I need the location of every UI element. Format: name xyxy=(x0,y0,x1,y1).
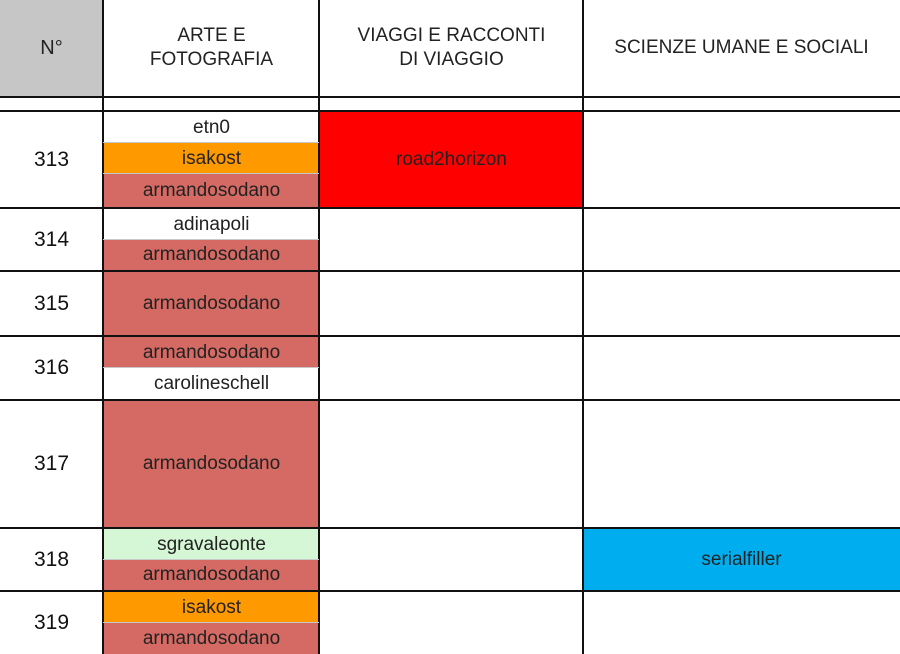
header-divider xyxy=(0,96,900,98)
empty-cell[interactable] xyxy=(320,401,583,527)
empty-cell[interactable] xyxy=(320,272,583,335)
row-number[interactable]: 315 xyxy=(0,272,103,335)
header-viaggi[interactable]: VIAGGI E RACCONTI DI VIAGGIO xyxy=(357,25,546,70)
user-cell[interactable]: road2horizon xyxy=(320,112,583,207)
empty-cell[interactable] xyxy=(583,592,900,654)
user-cell[interactable]: serialfiller xyxy=(583,529,900,590)
empty-cell[interactable] xyxy=(583,401,900,527)
empty-cell[interactable] xyxy=(583,209,900,270)
empty-cell[interactable] xyxy=(320,337,583,399)
empty-cell[interactable] xyxy=(320,529,583,590)
empty-cell[interactable] xyxy=(583,112,900,207)
column-divider xyxy=(582,0,584,654)
row-divider xyxy=(0,335,900,337)
empty-cell[interactable] xyxy=(583,337,900,399)
row-divider xyxy=(0,207,900,209)
user-cell[interactable]: adinapoli xyxy=(103,209,320,240)
row-divider xyxy=(0,399,900,401)
cell-divider xyxy=(103,173,319,174)
header-divider xyxy=(0,110,900,112)
cell-divider xyxy=(103,142,319,143)
empty-cell[interactable] xyxy=(320,209,583,270)
user-cell[interactable]: armandosodano xyxy=(103,174,320,207)
cell-divider xyxy=(103,367,319,368)
user-cell[interactable]: sgravaleonte xyxy=(103,529,320,560)
row-number[interactable]: 319 xyxy=(0,592,103,654)
empty-cell[interactable] xyxy=(583,272,900,335)
row-number[interactable]: 318 xyxy=(0,529,103,590)
row-divider xyxy=(0,270,900,272)
user-cell[interactable]: armandosodano xyxy=(103,240,320,270)
row-number[interactable]: 313 xyxy=(0,112,103,207)
cell-divider xyxy=(103,559,319,560)
user-cell[interactable]: etn0 xyxy=(103,112,320,143)
row-divider xyxy=(0,527,900,529)
row-number[interactable]: 314 xyxy=(0,209,103,270)
user-cell[interactable]: armandosodano xyxy=(103,337,320,368)
header-number[interactable]: N° xyxy=(0,0,103,96)
user-cell[interactable]: armandosodano xyxy=(103,401,320,527)
user-cell[interactable]: isakost xyxy=(103,143,320,174)
row-number[interactable]: 316 xyxy=(0,337,103,399)
empty-cell[interactable] xyxy=(320,592,583,654)
user-cell[interactable]: armandosodano xyxy=(103,560,320,590)
cell-divider xyxy=(103,239,319,240)
user-cell[interactable]: carolineschell xyxy=(103,368,320,399)
row-number[interactable]: 317 xyxy=(0,401,103,527)
user-cell[interactable]: isakost xyxy=(103,592,320,623)
column-divider xyxy=(318,0,320,654)
column-divider xyxy=(102,0,104,654)
header-scienze[interactable]: SCIENZE UMANE E SOCIALI xyxy=(614,37,869,58)
row-divider xyxy=(0,590,900,592)
header-arte-fotografia[interactable]: ARTE E FOTOGRAFIA xyxy=(149,25,274,70)
user-cell[interactable]: armandosodano xyxy=(103,623,320,654)
user-cell[interactable]: armandosodano xyxy=(103,272,320,335)
cell-divider xyxy=(103,622,319,623)
